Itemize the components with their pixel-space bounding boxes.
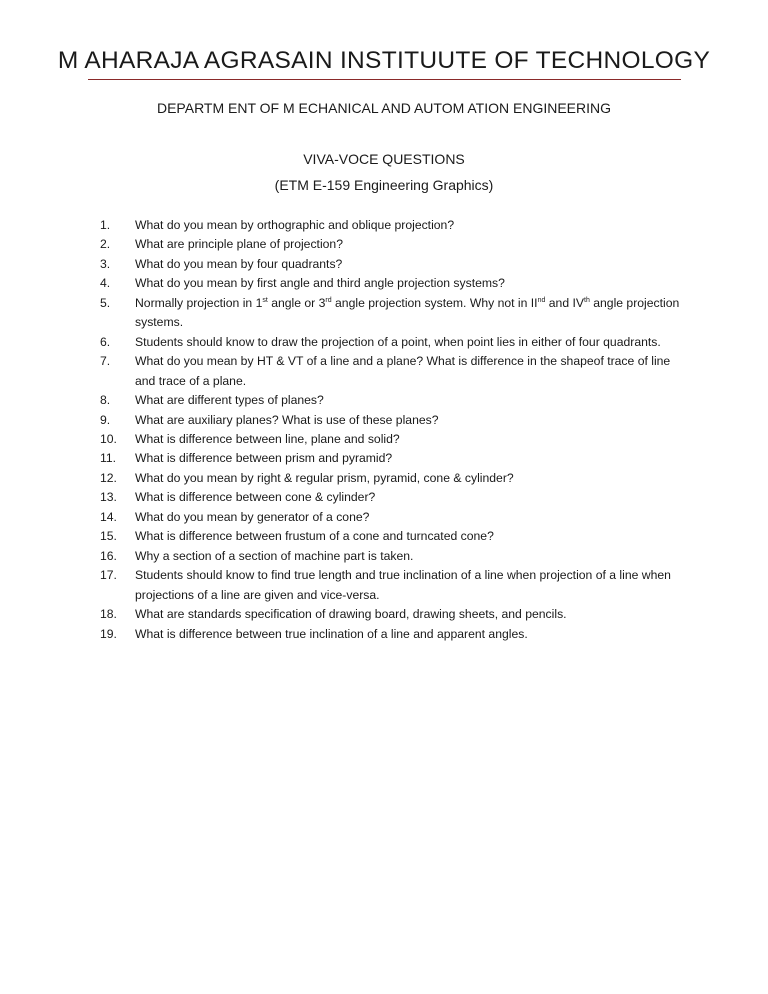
question-text: What do you mean by first angle and third angle projection systems?: [135, 276, 505, 291]
question-text: What do you mean by orthographic and oblique projection?: [135, 218, 455, 232]
question-number: 13.: [100, 490, 117, 505]
question-text: What is difference between frustum of a cone and turncated cone?: [135, 529, 494, 544]
question-item: [100, 294, 680, 333]
question-text: What do you mean by four quadrants?: [135, 256, 343, 271]
questions-list: [100, 216, 680, 644]
question-item: [100, 235, 680, 254]
question-item: [100, 430, 680, 449]
question-number: 4.: [100, 276, 111, 291]
question-number: 9.: [100, 412, 111, 427]
question-text-part: angle or 3: [267, 295, 326, 310]
question-text: Students should know to find true length and true inclination of a line when projection of a line when projections of a line are given and vice-versa.: [135, 568, 671, 602]
institute-name: M AHARAJA AGRASAIN INSTITUUTE OF TECHNOLOGY: [57, 47, 711, 74]
question-number: 12.: [100, 470, 117, 485]
question-text-part: Normally projection in 1: [135, 295, 263, 310]
question-text: What are auxiliary planes? What is use of these planes?: [135, 412, 439, 427]
question-number: 8.: [100, 393, 111, 408]
question-item: [100, 625, 680, 644]
question-number: 1.: [100, 218, 111, 232]
question-item: [100, 469, 680, 488]
ordinal-suffix: st: [262, 296, 268, 304]
question-text-part: angle projection system. Why not in II: [331, 295, 538, 310]
question-number: 18.: [100, 607, 117, 622]
question-item: [100, 508, 680, 527]
question-text: What do you mean by HT & VT of a line and a plane? What is difference in the shapeof trace of line and trace of a plane.: [135, 354, 671, 388]
question-number: 10.: [100, 431, 117, 446]
question-item: [100, 605, 680, 624]
ordinal-suffix: nd: [537, 296, 546, 304]
question-number: 17.: [100, 568, 117, 583]
question-text-part: and IV: [545, 295, 584, 310]
question-item: [100, 391, 680, 410]
question-text: What are principle plane of projection?: [135, 237, 343, 252]
question-item: [100, 411, 680, 430]
question-text: What is difference between cone & cylinder?: [135, 490, 376, 505]
question-number: 2.: [100, 237, 111, 252]
question-item: [100, 547, 680, 566]
question-item: [100, 527, 680, 546]
question-text: What is difference between line, plane and solid?: [135, 431, 400, 446]
question-number: 19.: [100, 626, 117, 641]
question-item: [100, 488, 680, 507]
question-text-part: angle projection systems.: [135, 295, 680, 330]
question-item: [100, 352, 680, 391]
question-text: What do you mean by right & regular prism, pyramid, cone & cylinder?: [135, 470, 514, 485]
question-number: 3.: [100, 256, 111, 271]
header-rule: [88, 79, 681, 80]
question-text: Why a section of a section of machine part is taken.: [135, 548, 414, 563]
question-item: [100, 216, 680, 235]
question-number: 5.: [100, 295, 111, 310]
question-number: 7.: [100, 354, 111, 369]
question-text: [135, 296, 679, 329]
question-item: [100, 255, 680, 274]
document-subtitle: (ETM E-159 Engineering Graphics): [274, 177, 494, 193]
question-text: What are different types of planes?: [135, 393, 324, 408]
question-number: 15.: [100, 529, 117, 544]
department-name: DEPARTM ENT OF M ECHANICAL AND AUTOM ATION ENGINEERING: [156, 100, 612, 116]
document-title: VIVA-VOCE QUESTIONS: [303, 151, 465, 167]
ordinal-suffix: th: [584, 296, 590, 304]
question-number: 16.: [100, 548, 117, 563]
question-item: [100, 566, 680, 605]
question-text: What is difference between prism and pyramid?: [135, 451, 393, 466]
question-item: [100, 449, 680, 468]
question-text: What do you mean by generator of a cone?: [135, 509, 370, 524]
question-text: What are standards specification of drawing board, drawing sheets, and pencils.: [135, 607, 567, 622]
question-number: 6.: [100, 334, 111, 349]
ordinal-suffix: rd: [325, 296, 332, 304]
question-number: 11.: [100, 451, 117, 466]
question-item: [100, 274, 680, 293]
question-text: Students should know to draw the projection of a point, when point lies in either of four quadrants.: [135, 334, 661, 349]
question-number: 14.: [100, 509, 117, 524]
question-text: What is difference between true inclination of a line and apparent angles.: [135, 626, 528, 641]
question-item: [100, 333, 680, 352]
